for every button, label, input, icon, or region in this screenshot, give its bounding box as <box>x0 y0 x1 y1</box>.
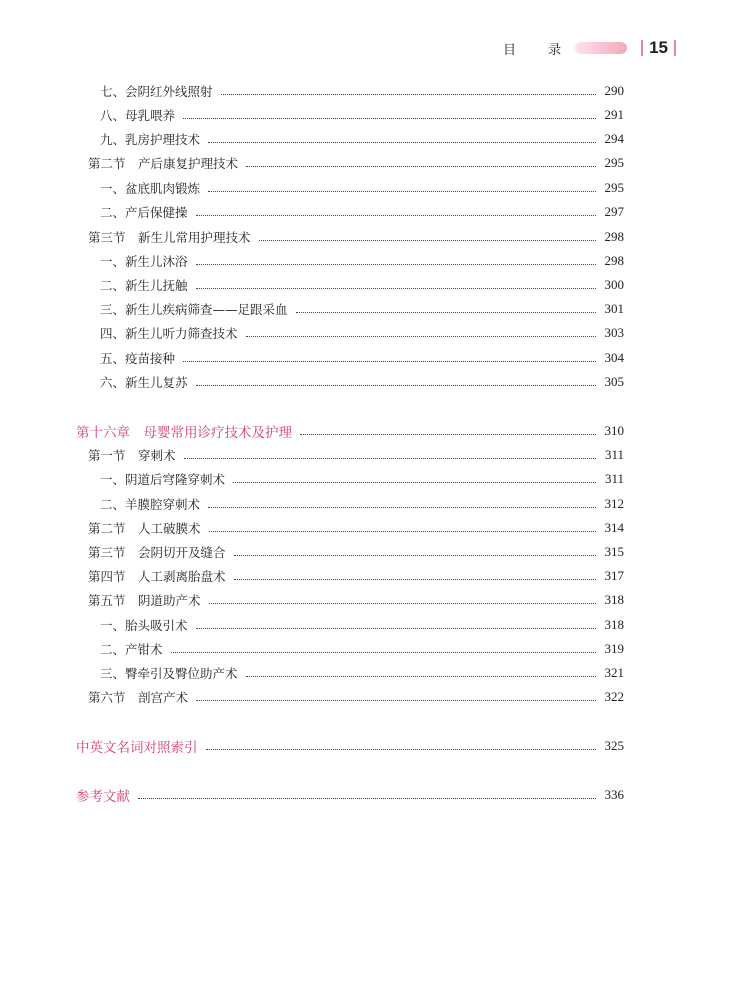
toc-entry[interactable] <box>76 371 624 393</box>
dot-leader <box>300 433 596 435</box>
toc-entry[interactable] <box>76 638 624 660</box>
toc-entry[interactable] <box>76 589 624 611</box>
page-number: 15 <box>649 38 668 57</box>
dot-leader <box>234 578 596 580</box>
toc-entry-title: 一、阴道后穹隆穿刺术 <box>100 472 226 487</box>
toc-entry-page: 336 <box>604 787 624 802</box>
toc-entry-page: 314 <box>604 520 624 535</box>
toc-entry-page: 294 <box>604 131 624 146</box>
toc-entry[interactable] <box>76 128 624 150</box>
toc-entry-title: 一、新生儿沐浴 <box>100 254 188 269</box>
toc-entry-page: 321 <box>604 665 624 680</box>
toc-entry-page: 311 <box>604 447 624 462</box>
dot-leader <box>259 239 596 241</box>
dot-leader <box>138 797 596 799</box>
toc-entry[interactable] <box>76 298 624 320</box>
dot-leader <box>196 263 596 265</box>
toc-entry[interactable] <box>76 250 624 272</box>
toc-entry-title: 参考文献 <box>76 789 130 805</box>
dot-leader <box>206 748 597 750</box>
toc-entry-title: 四、新生儿听力筛查技术 <box>100 326 238 341</box>
header-separator-right <box>674 40 676 56</box>
dot-leader <box>233 481 596 483</box>
toc-entry-title: 九、乳房护理技术 <box>100 132 201 147</box>
toc-entry[interactable] <box>76 177 624 199</box>
toc-entry-title: 三、新生儿疾病筛查——足跟采血 <box>100 302 288 317</box>
dot-leader <box>246 675 596 677</box>
toc-entry-page: 298 <box>604 229 624 244</box>
header-title: 目 录 <box>502 42 576 58</box>
dot-leader <box>183 117 596 119</box>
toc-entry-title: 一、盆底肌肉锻炼 <box>100 181 201 196</box>
toc-entry-title: 第四节 人工剥离胎盘术 <box>88 569 226 584</box>
dot-leader <box>209 530 596 532</box>
toc-entry-title: 第六节 剖宫产术 <box>88 690 189 705</box>
dot-leader <box>221 93 596 95</box>
toc-entry-title: 二、新生儿抚触 <box>100 278 188 293</box>
toc-entry-title: 二、产后保健操 <box>100 205 188 220</box>
toc-entry-page: 325 <box>604 738 624 753</box>
dot-leader <box>208 190 596 192</box>
header-decor-bar <box>575 42 627 54</box>
toc-entry-title: 第三节 会阴切开及缝合 <box>88 545 226 560</box>
toc-entry-page: 301 <box>604 301 624 316</box>
toc-entry[interactable] <box>76 322 624 344</box>
dot-leader <box>209 602 596 604</box>
dot-leader <box>171 651 596 653</box>
page-header <box>503 36 682 60</box>
dot-leader <box>196 214 596 216</box>
toc-entry[interactable] <box>76 201 624 223</box>
toc-entry-page: 322 <box>604 689 624 704</box>
dot-leader <box>196 699 596 701</box>
toc-entry-title: 第一节 穿刺术 <box>88 448 176 463</box>
toc-entry-page: 303 <box>604 325 624 340</box>
toc-entry-title: 第三节 新生儿常用护理技术 <box>88 230 251 245</box>
toc-entry[interactable] <box>76 226 624 248</box>
toc-entry-title: 七、会阴红外线照射 <box>100 84 213 99</box>
toc-entry[interactable] <box>76 493 624 515</box>
toc-entry[interactable] <box>76 274 624 296</box>
toc-entry-title: 第二节 人工破膜术 <box>88 521 201 536</box>
dot-leader <box>196 627 596 629</box>
dot-leader <box>196 287 596 289</box>
toc-entry-page: 290 <box>604 83 624 98</box>
toc-entry[interactable] <box>76 662 624 684</box>
toc-entry[interactable] <box>76 444 624 466</box>
toc-entry[interactable] <box>76 735 624 757</box>
toc-entry[interactable] <box>76 104 624 126</box>
toc-entry[interactable] <box>76 80 624 102</box>
toc-entry-page: 297 <box>604 204 624 219</box>
toc-entry-page: 311 <box>604 471 624 486</box>
toc-entry[interactable] <box>76 541 624 563</box>
dot-leader <box>184 457 596 459</box>
toc-entry-page: 295 <box>604 180 624 195</box>
toc-entry-page: 318 <box>604 617 624 632</box>
toc-entry-page: 317 <box>604 568 624 583</box>
dot-leader <box>296 311 596 313</box>
toc-entry-page: 295 <box>604 155 624 170</box>
header-separator <box>641 40 643 56</box>
toc-entry-title: 第二节 产后康复护理技术 <box>88 156 239 171</box>
toc-entry[interactable] <box>76 347 624 369</box>
toc-entry-title: 二、羊膜腔穿刺术 <box>100 497 201 512</box>
toc-entry-page: 305 <box>604 374 624 389</box>
dot-leader <box>208 141 596 143</box>
toc-entry-title: 第十六章 母婴常用诊疗技术及护理 <box>76 425 292 441</box>
toc-entry-page: 319 <box>604 641 624 656</box>
toc-entry-page: 298 <box>604 253 624 268</box>
toc-entry-page: 310 <box>604 423 624 438</box>
dot-leader <box>234 554 596 556</box>
dot-leader <box>246 165 596 167</box>
toc-entry-page: 312 <box>604 496 624 511</box>
toc-entry-title: 五、疫苗接种 <box>100 351 176 366</box>
toc-entry[interactable] <box>76 784 624 806</box>
dot-leader <box>208 506 596 508</box>
toc-entry-title: 二、产钳术 <box>100 642 163 657</box>
toc-entry[interactable] <box>76 565 624 587</box>
toc-entry-title: 第五节 阴道助产术 <box>88 593 201 608</box>
toc-entry[interactable] <box>76 152 624 174</box>
toc-entry-page: 291 <box>604 107 624 122</box>
toc-entry[interactable] <box>76 517 624 539</box>
toc-entry[interactable] <box>76 686 624 708</box>
toc-entry-title: 六、新生儿复苏 <box>100 375 188 390</box>
toc-entry-page: 318 <box>604 592 624 607</box>
toc-entry-title: 八、母乳喂养 <box>100 108 176 123</box>
dot-leader <box>196 384 596 386</box>
toc-entry[interactable] <box>76 420 624 442</box>
toc-entry-page: 300 <box>604 277 624 292</box>
toc-entry-page: 304 <box>604 350 624 365</box>
toc-entry-title: 三、臀牵引及臀位助产术 <box>100 666 238 681</box>
toc-entry[interactable] <box>76 468 624 490</box>
toc-entry-page: 315 <box>604 544 624 559</box>
dot-leader <box>183 360 596 362</box>
dot-leader <box>246 335 596 337</box>
toc-entry-title: 中英文名词对照索引 <box>76 740 198 756</box>
toc-entry-title: 一、胎头吸引术 <box>100 618 188 633</box>
toc-entry[interactable] <box>76 614 624 636</box>
